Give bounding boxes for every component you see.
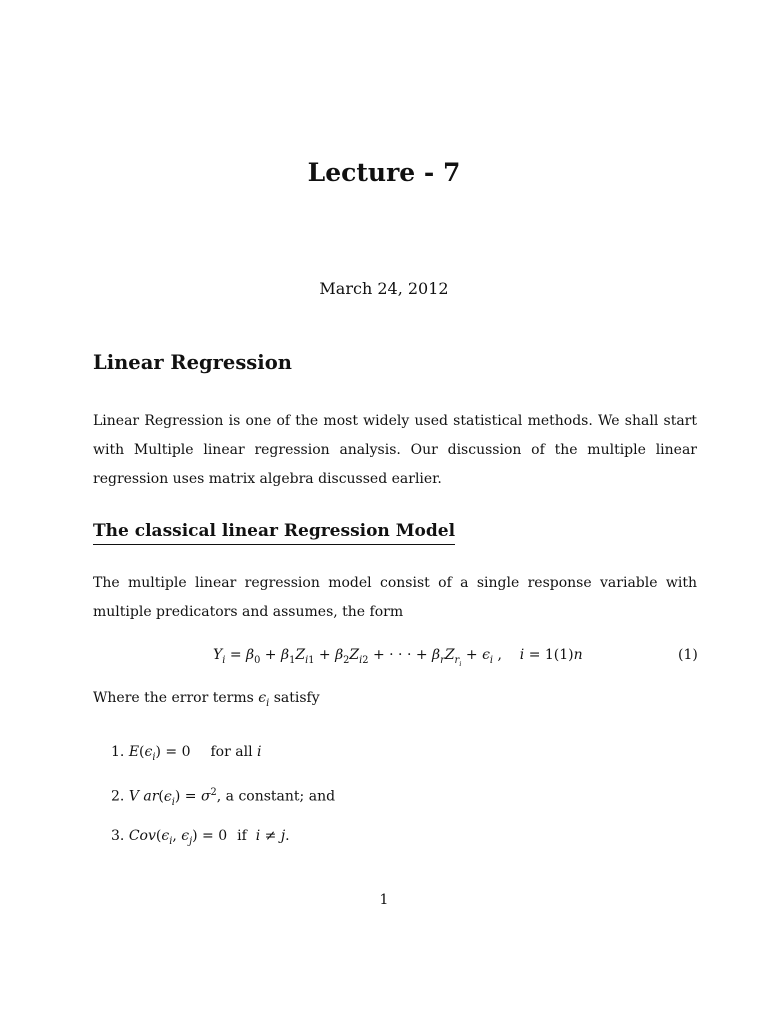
regression-equation: $Y_i = \beta_0 + \beta_1Z_{i1} + \beta_2Z_{i2}$ + · · · + $\beta_rZ_{r_i} + \epsilon_i$ , i = 1(1)n xyxy=(213,647,583,668)
subsection-heading: The classical linear Regression Model xyxy=(93,520,455,545)
section-heading: Linear Regression xyxy=(93,351,292,374)
condition-text: for all xyxy=(210,744,253,760)
document-date: March 24, 2012 xyxy=(319,279,449,298)
error-terms-line: Where the error terms $\epsilon_i$ satisfy xyxy=(93,690,320,709)
subsection-paragraph: The multiple linear regression model consist of a single response variable with multiple predicators and assumes, the form xyxy=(93,575,697,620)
condition-item-3: 3. $Cov(\epsilon_i$, $\epsilon_j) = 0$ if i ≠ j. xyxy=(111,828,290,847)
condition-number: 2. xyxy=(111,788,125,805)
page-number: 1 xyxy=(379,892,389,908)
equation-number: (1) xyxy=(678,647,698,663)
where-text: Where the error terms xyxy=(93,690,254,706)
condition-number: 3. xyxy=(111,828,125,844)
where-suffix: satisfy xyxy=(273,690,320,706)
condition-number: 1. xyxy=(111,744,125,760)
condition-item-1: 1. $E(\epsilon_i) = 0$ for all i xyxy=(111,744,262,763)
condition-text: if xyxy=(237,828,247,844)
condition-item-2: 2. V $ar(\epsilon_i) = \sigma^2$, a constant; and xyxy=(111,787,336,808)
condition-text: , a constant; and xyxy=(216,788,336,805)
section-paragraph: Linear Regression is one of the most widely used statistical methods. We shall start with Multiple linear regression analysis. Our discussion of the multiple linear regression uses matrix algebra discussed earlier. xyxy=(93,413,697,487)
page-title: Lecture - 7 xyxy=(307,158,461,187)
